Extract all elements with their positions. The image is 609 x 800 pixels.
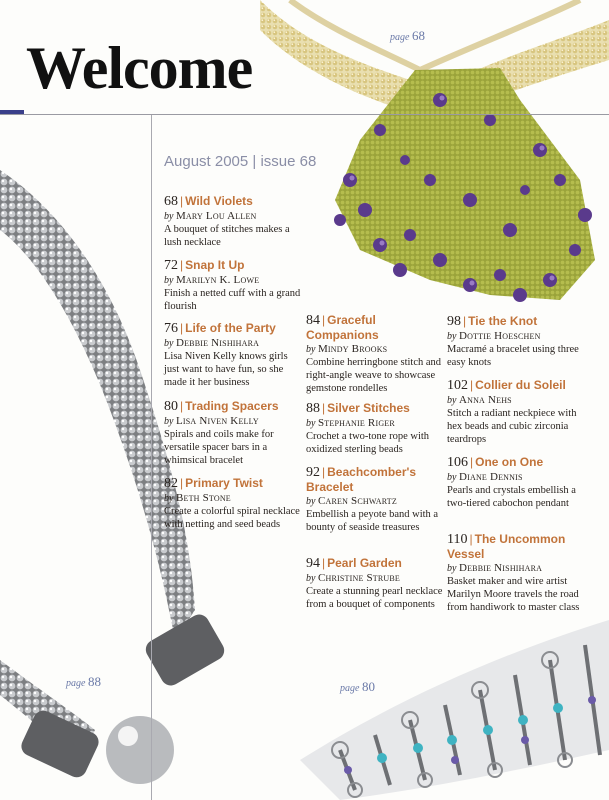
toc-entry-trading-spacers[interactable]: 80 | Trading Spacers by Lisa Niven Kelly Spirals and coils make for versatile spacer bars in a whimsical bracelet	[164, 399, 304, 467]
toc-entry-silver-stitches[interactable]: 88 | Silver Stitches by Stephanie Riger Crochet a two-tone rope with oxidized sterling beads	[306, 401, 446, 456]
toc-entry-graceful-companions[interactable]: 84 | Graceful Companions by Mindy Brooks Combine herringbone stitch and right-angle weave to showcase gemstone rondelles	[306, 313, 446, 395]
entry-author: Mary Lou Allen	[175, 210, 257, 222]
entry-title[interactable]: Graceful	[327, 313, 376, 327]
toc-entry-the-uncommon-vessel[interactable]: 110 | The Uncommon Vessel by Debbie Nishihara Basket maker and wire artist Marilyn Moore travels the road from handiwork to master class	[447, 532, 587, 614]
page-ref-80: page 80	[340, 679, 375, 694]
entry-page-number: 76	[164, 321, 178, 336]
header-rule	[0, 114, 609, 115]
entry-page-number: 88	[306, 401, 320, 416]
page-title: Welcome	[26, 35, 253, 101]
toc-entry-snap-it-up[interactable]: 72 | Snap It Up by Marilyn K. Lowe Finish a netted cuff with a grand flourish	[164, 258, 304, 313]
entry-description: Basket maker and wire artist Marilyn Moore travels the road from handiwork to master class	[447, 576, 580, 613]
entry-title[interactable]: Collier du Soleil	[475, 378, 566, 392]
page-ref-68: page 68	[390, 28, 425, 43]
toc-entry-life-of-the-party[interactable]: 76 | Life of the Party by Debbie Nishihara Lisa Niven Kelly knows girls just want to have fun, so she made it her business	[164, 321, 304, 389]
entry-title[interactable]: Life of the Party	[185, 321, 276, 335]
entry-page-number: 98	[447, 314, 461, 329]
entry-author: Beth Stone	[175, 492, 231, 504]
entry-title-line2[interactable]: Vessel	[447, 547, 485, 561]
entry-author: Diane Dennis	[458, 471, 523, 483]
entry-description: Create a colorful spiral necklace with netting and seed beads	[164, 506, 300, 530]
entry-author: Marilyn K. Lowe	[175, 274, 260, 286]
entry-author: Debbie Nishihara	[458, 562, 543, 574]
entry-author: Caren Schwartz	[317, 495, 397, 507]
entry-author: Lisa Niven Kelly	[175, 415, 259, 427]
entry-author: Dottie Hoeschen	[458, 330, 541, 342]
entry-page-number: 82	[164, 476, 178, 491]
spiral-bracelet-photo	[280, 590, 609, 800]
entry-title[interactable]: Tie the Knot	[468, 314, 538, 328]
entry-title[interactable]: Trading Spacers	[185, 399, 279, 413]
entry-author: Mindy Brooks	[317, 343, 388, 355]
entry-page-number: 92	[306, 465, 320, 480]
entry-title[interactable]: Wild Violets	[185, 194, 253, 208]
toc-entry-primary-twist[interactable]: 82 | Primary Twist by Beth Stone Create a colorful spiral necklace with netting and seed beads	[164, 476, 304, 531]
entry-description: Crochet a two-tone rope with oxidized sterling beads	[306, 431, 430, 455]
issue-line: August 2005 | issue 68	[164, 153, 317, 170]
entry-title[interactable]: Primary Twist	[185, 476, 263, 490]
column-divider	[151, 115, 152, 800]
page-ref-88: page 88	[66, 674, 101, 689]
entry-description: Macramé a bracelet using three easy knots	[447, 344, 579, 368]
entry-description: Pearls and crystals embellish a two-tiered cabochon pendant	[447, 485, 576, 509]
entry-page-number: 72	[164, 258, 178, 273]
entry-page-number: 84	[306, 313, 320, 328]
entry-title[interactable]: Silver Stitches	[327, 401, 410, 415]
wild-violets-tassel-photo	[320, 60, 609, 310]
entry-description: Combine herringbone stitch and right-angle weave to showcase gemstone rondelles	[306, 357, 442, 394]
entry-description: Stitch a radiant neckpiece with hex beads and cubic zirconia teardrops	[447, 408, 577, 445]
entry-description: Spirals and coils make for versatile spacer bars in a whimsical bracelet	[164, 429, 274, 466]
entry-page-number: 102	[447, 378, 468, 393]
entry-author: Stephanie Riger	[317, 417, 395, 429]
toc-entry-wild-violets[interactable]: 68 | Wild Violets by Mary Lou Allen A bouquet of stitches makes a lush necklace	[164, 194, 304, 249]
entry-title[interactable]: Snap It Up	[185, 258, 245, 272]
toc-entry-pearl-garden[interactable]: 94 | Pearl Garden by Christine Strube Create a stunning pearl necklace from a bouquet of components	[306, 556, 446, 611]
entry-page-number: 106	[447, 455, 468, 470]
entry-author: Debbie Nishihara	[175, 337, 260, 349]
toc-entry-collier-du-soleil[interactable]: 102 | Collier du Soleil by Anna Nehs Stitch a radiant neckpiece with hex beads and cubic zirconia teardrops	[447, 378, 587, 446]
entry-description: Create a stunning pearl necklace from a bouquet of components	[306, 586, 443, 610]
entry-author: Anna Nehs	[458, 394, 512, 406]
entry-page-number: 80	[164, 399, 178, 414]
entry-page-number: 94	[306, 556, 320, 571]
entry-description: Lisa Niven Kelly knows girls just want to have fun, so she made it her business	[164, 351, 288, 388]
entry-title[interactable]: Pearl Garden	[327, 556, 402, 570]
entry-description: Finish a netted cuff with a grand flourish	[164, 288, 301, 312]
toc-entry-beachcombers-bracelet[interactable]: 92 | Beachcomber's Bracelet by Caren Schwartz Embellish a peyote band with a bounty of seaside treasures	[306, 465, 446, 534]
entry-page-number: 110	[447, 532, 468, 547]
entry-title[interactable]: Beachcomber's	[327, 465, 417, 479]
entry-page-number: 68	[164, 194, 178, 209]
entry-title[interactable]: The Uncommon	[474, 532, 566, 546]
toc-entry-one-on-one[interactable]: 106 | One on One by Diane Dennis Pearls and crystals embellish a two-tiered cabochon pendant	[447, 455, 587, 510]
entry-title[interactable]: One on One	[475, 455, 544, 469]
entry-author: Christine Strube	[317, 572, 401, 584]
entry-title-line2[interactable]: Companions	[306, 328, 379, 342]
entry-title-line2[interactable]: Bracelet	[306, 480, 354, 494]
entry-description: A bouquet of stitches makes a lush necklace	[164, 224, 290, 248]
entry-description: Embellish a peyote band with a bounty of seaside treasures	[306, 509, 439, 533]
toc-entry-tie-the-knot[interactable]: 98 | Tie the Knot by Dottie Hoeschen Macramé a bracelet using three easy knots	[447, 314, 587, 369]
